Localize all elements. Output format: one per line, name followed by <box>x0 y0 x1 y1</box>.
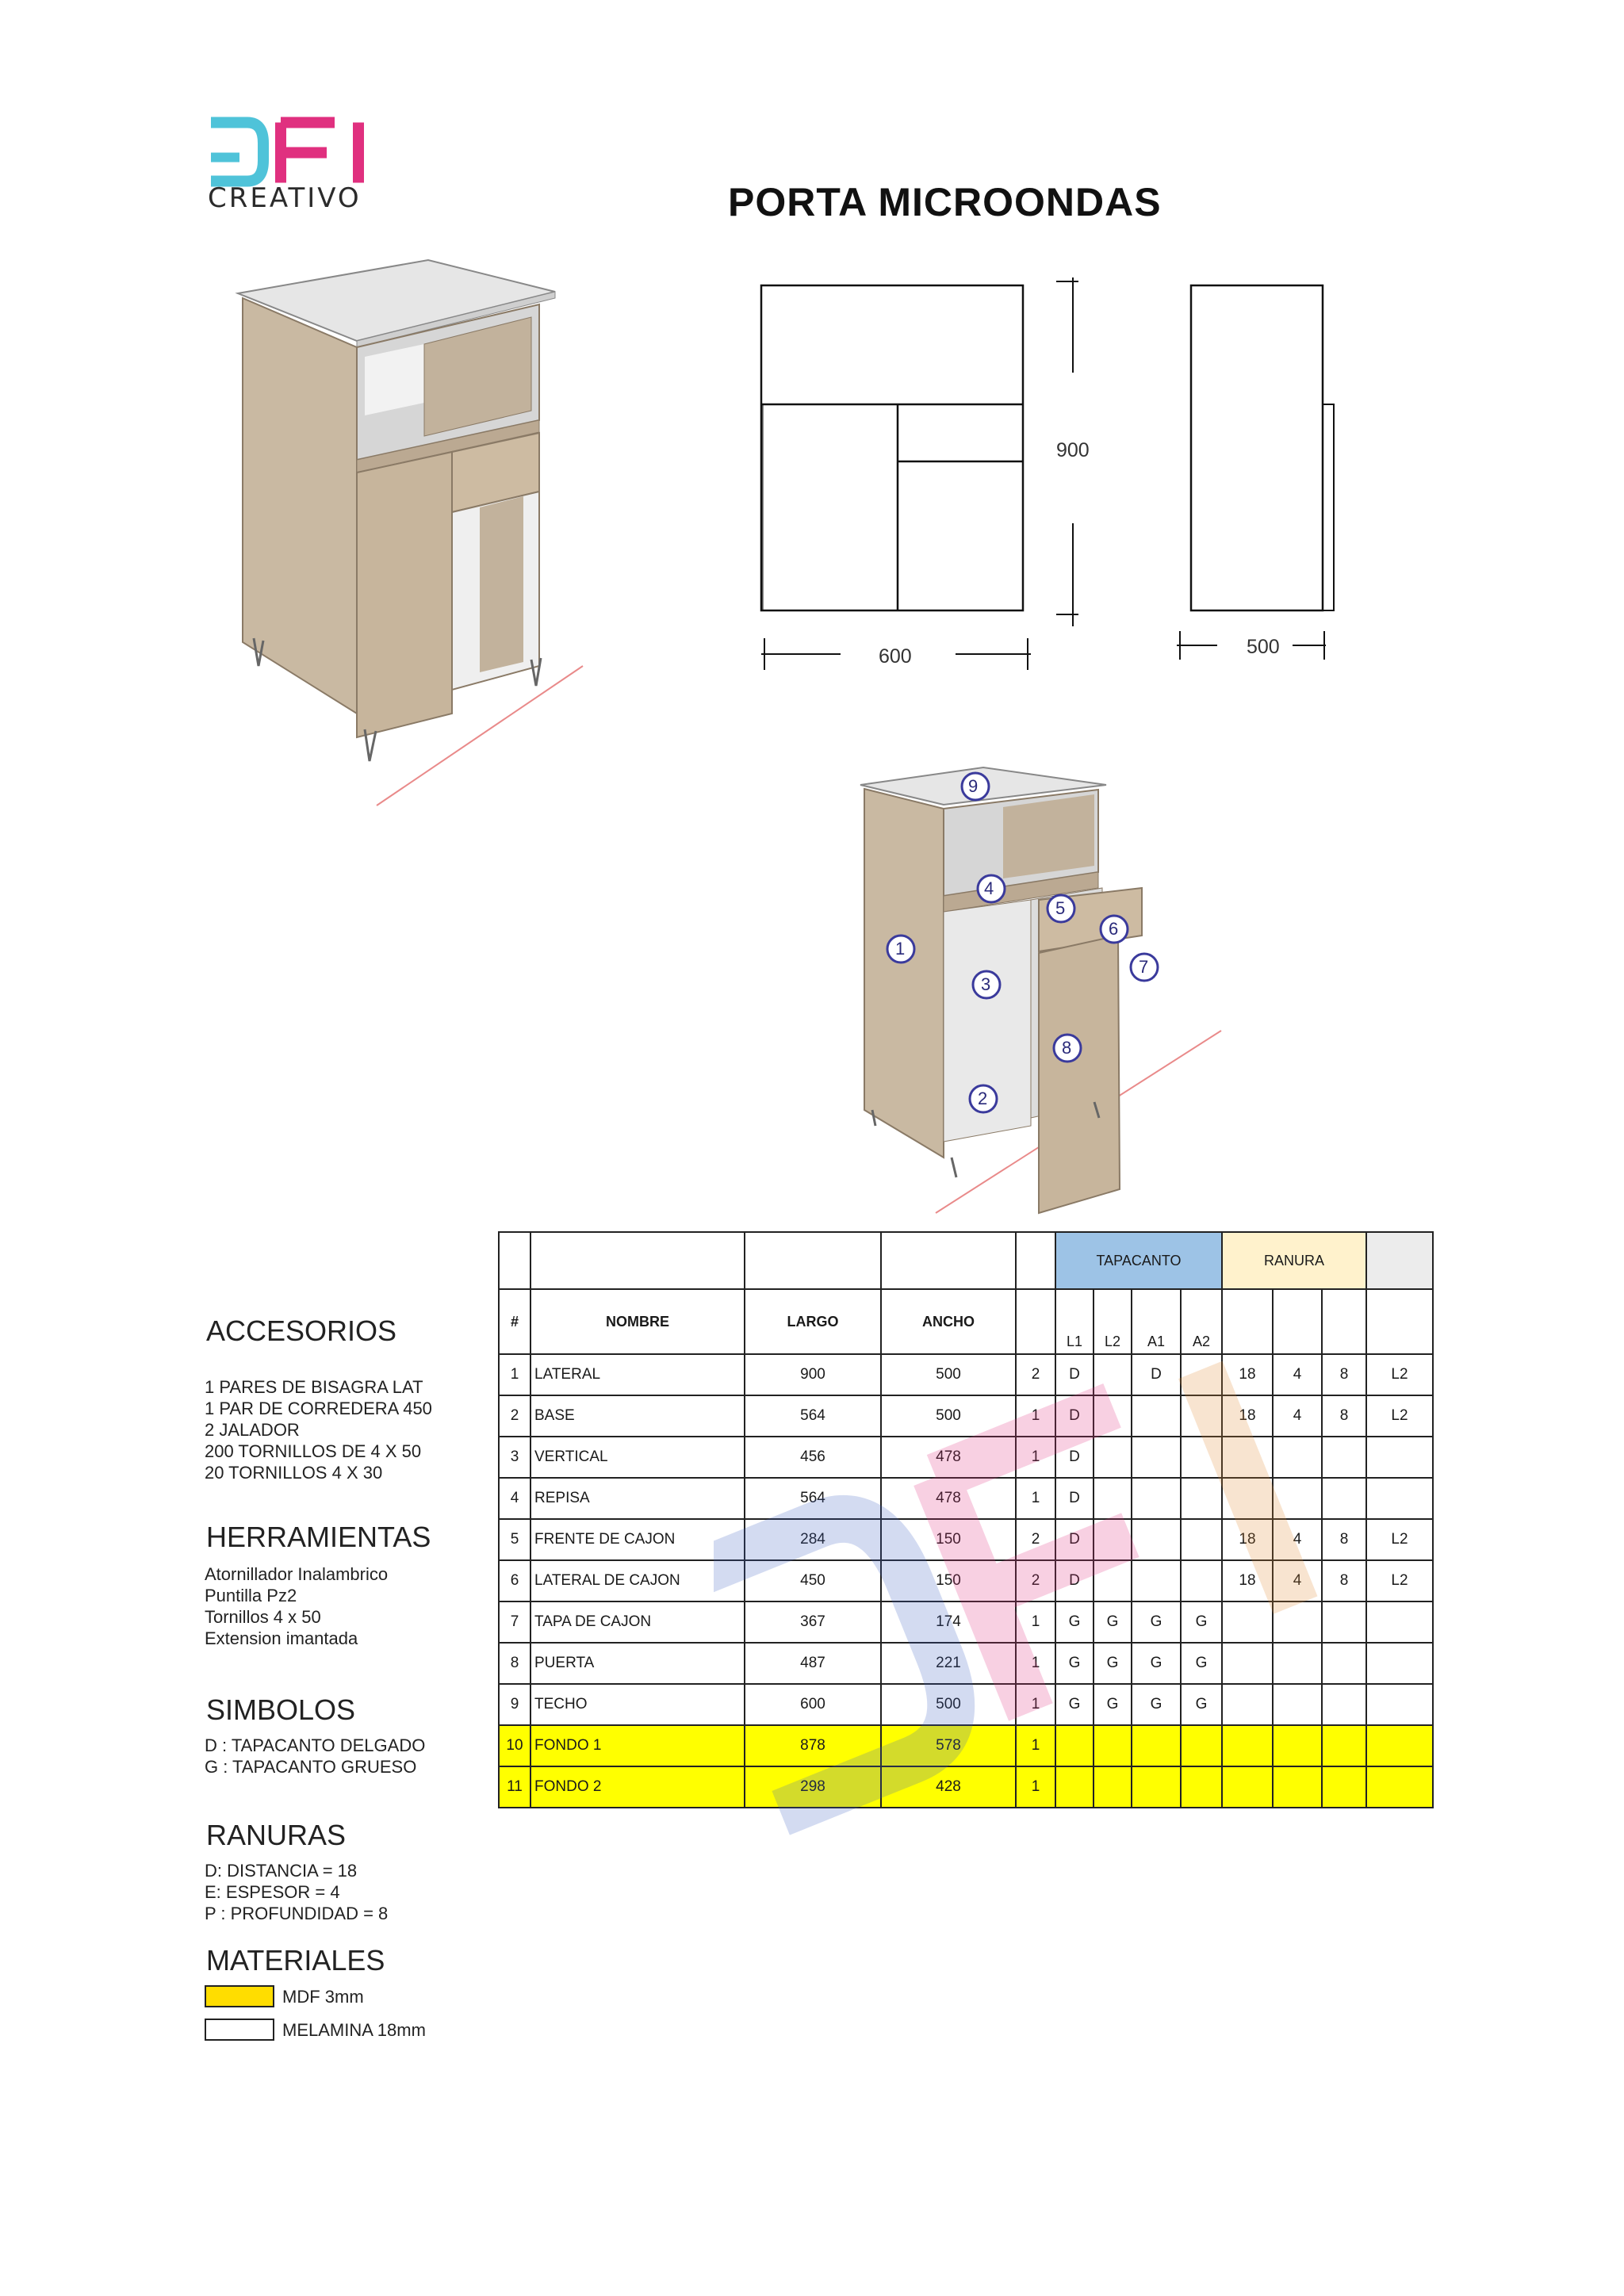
cell-nombre: LATERAL <box>530 1354 745 1395</box>
cell-p: 8 <box>1322 1354 1366 1395</box>
table-row <box>499 1395 1433 1437</box>
cell-nombre: TAPA DE CAJON <box>530 1601 745 1643</box>
cell-l1: D <box>1055 1478 1094 1519</box>
cell-a2 <box>1181 1395 1222 1437</box>
cell-d <box>1222 1601 1273 1643</box>
callout-8: 8 <box>1062 1038 1072 1058</box>
cell-cant: 2 <box>1016 1560 1055 1601</box>
callout-4: 4 <box>984 878 994 898</box>
cell-ancho: 150 <box>881 1560 1016 1601</box>
cell-n: 10 <box>499 1725 530 1766</box>
cell-nombre: LATERAL DE CAJON <box>530 1560 745 1601</box>
cell-nombre: REPISA <box>530 1478 745 1519</box>
cell-e <box>1273 1643 1322 1684</box>
cell-lado: L2 <box>1366 1354 1433 1395</box>
cell-d <box>1222 1725 1273 1766</box>
cell-n: 7 <box>499 1601 530 1643</box>
cell-largo: 456 <box>745 1437 881 1478</box>
cell-a2 <box>1181 1560 1222 1601</box>
list-item: E: ESPESOR = 4 <box>205 1882 340 1902</box>
melamina-label: MELAMINA 18mm <box>282 2020 426 2040</box>
cell-a2: G <box>1181 1601 1222 1643</box>
list-item: D : TAPACANTO DELGADO <box>205 1735 426 1755</box>
cell-d: 18 <box>1222 1519 1273 1560</box>
cell-lado <box>1366 1725 1433 1766</box>
cell-largo: 284 <box>745 1519 881 1560</box>
cell-p <box>1322 1478 1366 1519</box>
cell-lado <box>1366 1478 1433 1519</box>
logo-text: CREATIVO <box>208 182 362 214</box>
front-view-drawing <box>745 262 1078 682</box>
cell-ancho: 174 <box>881 1601 1016 1643</box>
cell-p: 8 <box>1322 1395 1366 1437</box>
list-item: G : TAPACANTO GRUESO <box>205 1757 417 1777</box>
cell-e <box>1273 1684 1322 1725</box>
cell-a1 <box>1132 1725 1181 1766</box>
cell-p: 8 <box>1322 1560 1366 1601</box>
list-item: P : PROFUNDIDAD = 8 <box>205 1904 389 1923</box>
ranura-header: RANURA <box>1222 1232 1366 1289</box>
cell-a1 <box>1132 1478 1181 1519</box>
col-lado <box>1366 1289 1433 1354</box>
cell-ancho: 500 <box>881 1684 1016 1725</box>
cell-lado <box>1366 1766 1433 1808</box>
cell-nombre: TECHO <box>530 1684 745 1725</box>
cell-l2: G <box>1094 1684 1132 1725</box>
table-row <box>499 1725 1433 1766</box>
height-dimension: 900 <box>1056 439 1090 461</box>
mdf-swatch <box>205 1985 274 2007</box>
table-row <box>499 1560 1433 1601</box>
cell-e: 4 <box>1273 1395 1322 1437</box>
cell-cant: 1 <box>1016 1395 1055 1437</box>
cell-p <box>1322 1601 1366 1643</box>
list-item: 1 PAR DE CORREDERA 450 <box>205 1399 432 1418</box>
col-num: # <box>499 1289 530 1354</box>
cell-nombre: PUERTA <box>530 1643 745 1684</box>
cell-nombre: FONDO 1 <box>530 1725 745 1766</box>
cell-lado: L2 <box>1366 1560 1433 1601</box>
cell-ancho: 221 <box>881 1643 1016 1684</box>
col-a2: A2 <box>1181 1289 1222 1354</box>
cell-ancho: 150 <box>881 1519 1016 1560</box>
callout-1: 1 <box>895 939 906 959</box>
table-row <box>499 1643 1433 1684</box>
list-item: 1 PARES DE BISAGRA LAT <box>205 1377 423 1397</box>
parts-table <box>498 1231 1434 1808</box>
cell-e <box>1273 1766 1322 1808</box>
table-row <box>499 1478 1433 1519</box>
table-row <box>499 1437 1433 1478</box>
cell-largo: 878 <box>745 1725 881 1766</box>
cell-nombre: VERTICAL <box>530 1437 745 1478</box>
side-view-drawing <box>1174 262 1364 682</box>
cell-ancho: 428 <box>881 1766 1016 1808</box>
col-largo: LARGO <box>745 1289 881 1354</box>
simbolos-title: SIMBOLOS <box>206 1693 356 1726</box>
cell-l1 <box>1055 1766 1094 1808</box>
cell-l1: D <box>1055 1519 1094 1560</box>
cell-lado <box>1366 1601 1433 1643</box>
cell-n: 5 <box>499 1519 530 1560</box>
cell-largo: 564 <box>745 1478 881 1519</box>
cell-largo: 487 <box>745 1643 881 1684</box>
col-espesor <box>1273 1289 1322 1354</box>
melamina-swatch <box>205 2019 274 2041</box>
cell-l1: D <box>1055 1437 1094 1478</box>
cell-n: 11 <box>499 1766 530 1808</box>
cabinet-render <box>206 238 619 840</box>
cell-cant: 1 <box>1016 1643 1055 1684</box>
list-item: Atornillador Inalambrico <box>205 1564 389 1584</box>
cell-l2 <box>1094 1395 1132 1437</box>
cell-cant: 1 <box>1016 1725 1055 1766</box>
cell-p <box>1322 1766 1366 1808</box>
callout-2: 2 <box>978 1089 988 1108</box>
cell-cant: 1 <box>1016 1684 1055 1725</box>
cell-nombre: BASE <box>530 1395 745 1437</box>
cell-nombre: FRENTE DE CAJON <box>530 1519 745 1560</box>
accesorios-title: ACCESORIOS <box>206 1314 397 1347</box>
ranuras-list <box>205 1860 388 1924</box>
col-l2: L2 <box>1094 1289 1132 1354</box>
cell-l2 <box>1094 1560 1132 1601</box>
callout-7: 7 <box>1139 957 1149 977</box>
callout-6: 6 <box>1109 919 1119 939</box>
cell-d: 18 <box>1222 1354 1273 1395</box>
cell-e: 4 <box>1273 1354 1322 1395</box>
cell-ancho: 500 <box>881 1354 1016 1395</box>
cell-l2 <box>1094 1519 1132 1560</box>
list-item: 20 TORNILLOS 4 X 30 <box>205 1463 383 1483</box>
cell-p <box>1322 1684 1366 1725</box>
cell-lado <box>1366 1643 1433 1684</box>
list-item: 2 JALADOR <box>205 1420 300 1440</box>
cell-a1 <box>1132 1560 1181 1601</box>
cell-a1: D <box>1132 1354 1181 1395</box>
cell-e <box>1273 1437 1322 1478</box>
list-item: Puntilla Pz2 <box>205 1586 297 1605</box>
col-cant <box>1016 1289 1055 1354</box>
materiales-title: MATERIALES <box>206 1944 385 1976</box>
cell-a2 <box>1181 1354 1222 1395</box>
cell-n: 2 <box>499 1395 530 1437</box>
cell-ancho: 478 <box>881 1437 1016 1478</box>
cell-n: 8 <box>499 1643 530 1684</box>
cell-a2 <box>1181 1766 1222 1808</box>
cell-cant: 2 <box>1016 1519 1055 1560</box>
exploded-render <box>841 745 1237 1221</box>
accesorios-list <box>205 1376 432 1483</box>
cell-n: 6 <box>499 1560 530 1601</box>
page-title: PORTA MICROONDAS <box>728 180 1162 224</box>
cell-p <box>1322 1437 1366 1478</box>
cell-largo: 600 <box>745 1684 881 1725</box>
cell-cant: 2 <box>1016 1354 1055 1395</box>
col-distancia <box>1222 1289 1273 1354</box>
herramientas-title: HERRAMIENTAS <box>206 1521 431 1553</box>
col-ancho: ANCHO <box>881 1289 1016 1354</box>
cell-largo: 298 <box>745 1766 881 1808</box>
cell-cant: 1 <box>1016 1437 1055 1478</box>
cell-l1: D <box>1055 1354 1094 1395</box>
cell-lado: L2 <box>1366 1395 1433 1437</box>
cell-l1 <box>1055 1725 1094 1766</box>
cell-lado: L2 <box>1366 1519 1433 1560</box>
cell-d <box>1222 1478 1273 1519</box>
ranuras-title: RANURAS <box>206 1819 347 1851</box>
list-item: Tornillos 4 x 50 <box>205 1607 321 1627</box>
cell-l1: D <box>1055 1395 1094 1437</box>
cell-p: 8 <box>1322 1519 1366 1560</box>
table-group-header-row <box>499 1232 1433 1289</box>
cell-l2 <box>1094 1354 1132 1395</box>
table-row <box>499 1519 1433 1560</box>
callout-5: 5 <box>1055 898 1066 918</box>
cell-l1: G <box>1055 1643 1094 1684</box>
width-dimension: 600 <box>879 645 912 668</box>
cell-a1: G <box>1132 1684 1181 1725</box>
cell-l2: G <box>1094 1643 1132 1684</box>
list-item: Extension imantada <box>205 1628 358 1648</box>
depth-dimension: 500 <box>1247 636 1280 658</box>
cell-a1: G <box>1132 1601 1181 1643</box>
cell-e <box>1273 1601 1322 1643</box>
cell-a2 <box>1181 1725 1222 1766</box>
cell-ancho: 478 <box>881 1478 1016 1519</box>
callout-9: 9 <box>968 776 979 796</box>
cell-largo: 450 <box>745 1560 881 1601</box>
cell-cant: 1 <box>1016 1601 1055 1643</box>
cell-a2 <box>1181 1519 1222 1560</box>
table-column-header-row <box>499 1289 1433 1354</box>
cell-a1 <box>1132 1437 1181 1478</box>
table-row <box>499 1684 1433 1725</box>
cell-a2 <box>1181 1478 1222 1519</box>
cell-ancho: 578 <box>881 1725 1016 1766</box>
col-l1: L1 <box>1055 1289 1094 1354</box>
col-nombre: NOMBRE <box>530 1289 745 1354</box>
cell-a2 <box>1181 1437 1222 1478</box>
cell-p <box>1322 1725 1366 1766</box>
cell-largo: 564 <box>745 1395 881 1437</box>
cell-e <box>1273 1478 1322 1519</box>
cell-d <box>1222 1766 1273 1808</box>
cell-l2 <box>1094 1478 1132 1519</box>
tapacanto-header: TAPACANTO <box>1055 1232 1222 1289</box>
herramientas-list <box>205 1563 388 1649</box>
table-row <box>499 1766 1433 1808</box>
cell-l1: G <box>1055 1684 1094 1725</box>
simbolos-list <box>205 1735 425 1777</box>
cell-largo: 900 <box>745 1354 881 1395</box>
cell-lado <box>1366 1684 1433 1725</box>
cell-e: 4 <box>1273 1519 1322 1560</box>
cell-a1 <box>1132 1519 1181 1560</box>
col-a1: A1 <box>1132 1289 1181 1354</box>
cell-nombre: FONDO 2 <box>530 1766 745 1808</box>
cell-a2: G <box>1181 1684 1222 1725</box>
cell-d <box>1222 1684 1273 1725</box>
cell-ancho: 500 <box>881 1395 1016 1437</box>
cell-l1: G <box>1055 1601 1094 1643</box>
mdf-label: MDF 3mm <box>282 1987 364 2007</box>
cell-d <box>1222 1643 1273 1684</box>
cell-largo: 367 <box>745 1601 881 1643</box>
cell-l1: D <box>1055 1560 1094 1601</box>
cell-e: 4 <box>1273 1560 1322 1601</box>
list-item: 200 TORNILLOS DE 4 X 50 <box>205 1441 422 1461</box>
cell-d: 18 <box>1222 1395 1273 1437</box>
cell-n: 3 <box>499 1437 530 1478</box>
cell-n: 9 <box>499 1684 530 1725</box>
cell-a2: G <box>1181 1643 1222 1684</box>
cell-d: 18 <box>1222 1560 1273 1601</box>
cell-n: 4 <box>499 1478 530 1519</box>
cell-d <box>1222 1437 1273 1478</box>
cell-a1 <box>1132 1766 1181 1808</box>
cell-l2: G <box>1094 1601 1132 1643</box>
table-row <box>499 1601 1433 1643</box>
cell-a1: G <box>1132 1643 1181 1684</box>
cell-p <box>1322 1643 1366 1684</box>
col-profundidad <box>1322 1289 1366 1354</box>
cell-lado <box>1366 1437 1433 1478</box>
cell-e <box>1273 1725 1322 1766</box>
cell-cant: 1 <box>1016 1478 1055 1519</box>
cell-a1 <box>1132 1395 1181 1437</box>
cell-n: 1 <box>499 1354 530 1395</box>
cell-l2 <box>1094 1725 1132 1766</box>
table-row <box>499 1354 1433 1395</box>
callout-3: 3 <box>981 974 991 994</box>
cell-l2 <box>1094 1437 1132 1478</box>
cell-cant: 1 <box>1016 1766 1055 1808</box>
cell-l2 <box>1094 1766 1132 1808</box>
list-item: D: DISTANCIA = 18 <box>205 1861 358 1881</box>
